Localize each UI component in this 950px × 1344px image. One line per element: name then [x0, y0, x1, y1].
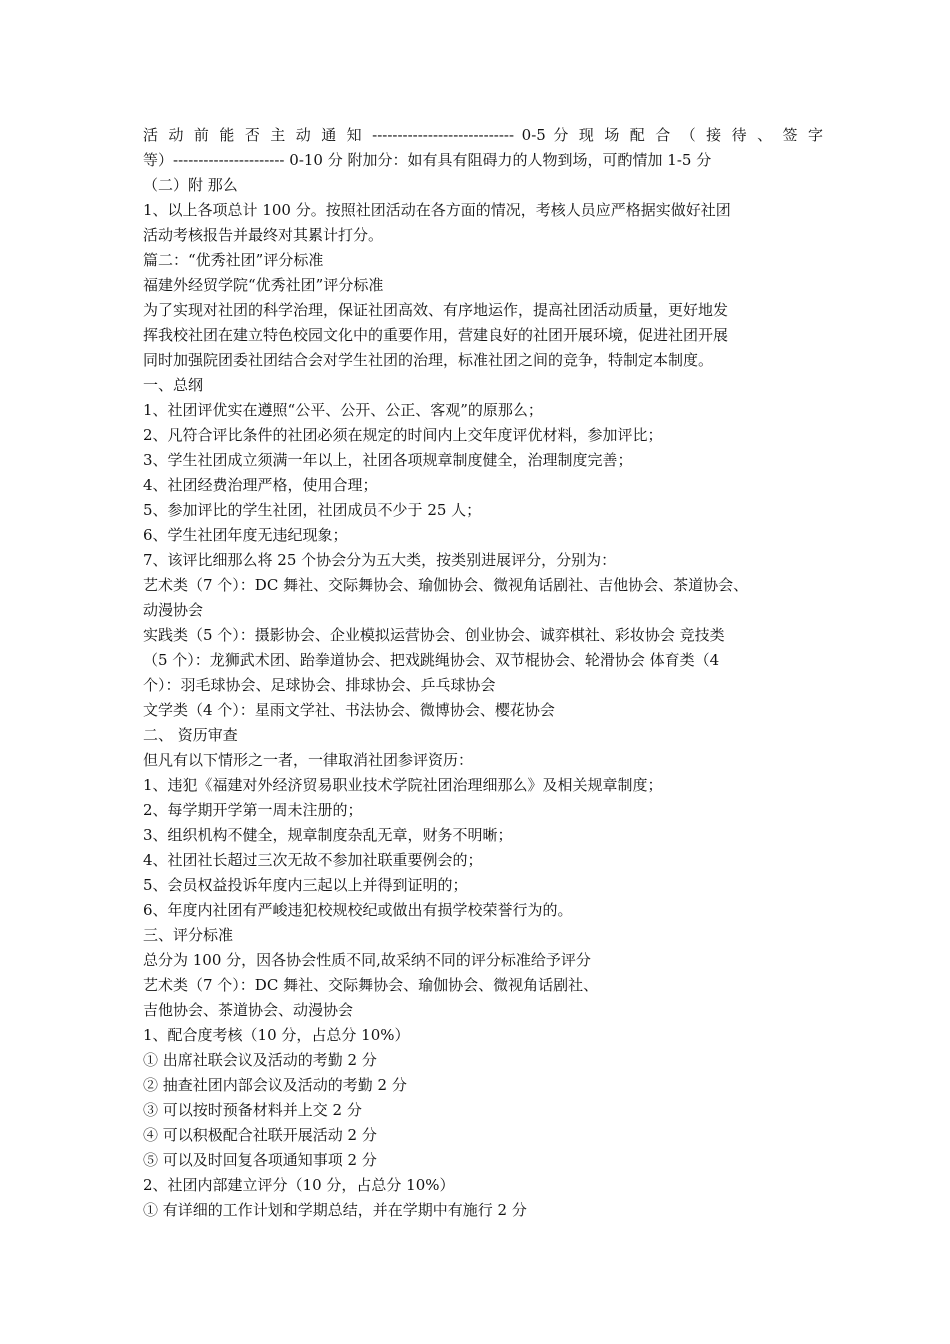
text-line: 等）---------------------- 0-10 分 附加分：如有具有阻碍力的人物到场，可酌情加 1-5 分	[143, 151, 712, 169]
list-item: 1、配合度考核（10 分，占总分 10%）	[143, 1026, 410, 1044]
text-line: （5 个）：龙狮武术团、跆拳道协会、把戏跳绳协会、双节棍协会、轮滑协会 体育类（4	[143, 651, 720, 669]
list-item: 2、社团内部建立评分（10 分，占总分 10%）	[143, 1176, 455, 1194]
list-item: ④ 可以积极配合社联开展活动 2 分	[143, 1126, 377, 1144]
text-line: 艺术类（7 个）：DC 舞社、交际舞协会、瑜伽协会、微视角话剧社、	[143, 976, 599, 994]
list-item: 6、年度内社团有严峻违犯校规校纪或做出有损学校荣誉行为的。	[143, 901, 573, 919]
section-heading: （二）附 那么	[143, 176, 238, 194]
text-line: 实践类（5 个）：摄影协会、企业模拟运营协会、创业协会、诚弈棋社、彩妆协会 竞技类	[143, 626, 725, 644]
text-line: 文学类（4 个）：星雨文学社、书法协会、微博协会、樱花协会	[143, 701, 555, 719]
text-line: 动漫协会	[143, 601, 204, 619]
text-line: 但凡有以下情形之一者，一律取消社团参评资历：	[143, 751, 474, 769]
text-line: 挥我校社团在建立特色校园文化中的重要作用，营建良好的社团开展环境，促进社团开展	[143, 326, 729, 344]
list-item: 3、组织机构不健全，规章制度杂乱无章，财务不明晰；	[143, 826, 513, 844]
document-body	[143, 123, 823, 1223]
list-item: ① 有详细的工作计划和学期总结，并在学期中有施行 2 分	[143, 1201, 527, 1219]
list-item: ③ 可以按时预备材料并上交 2 分	[143, 1101, 362, 1119]
list-item: 1、社团评优实在遵照“公平、公开、公正、客观”的原那么；	[143, 401, 543, 419]
list-item: 7、该评比细那么将 25 个协会分为五大类，按类别进展评分，分别为：	[143, 551, 617, 569]
list-item: 2、每学期开学第一周未注册的；	[143, 801, 363, 819]
list-item: ② 抽查社团内部会议及活动的考勤 2 分	[143, 1076, 407, 1094]
list-item: ⑤ 可以及时回复各项通知事项 2 分	[143, 1151, 377, 1169]
list-item: 5、参加评比的学生社团，社团成员不少于 25 人；	[143, 501, 482, 519]
list-item: 5、会员权益投诉年度内三起以上并得到证明的；	[143, 876, 468, 894]
list-item: 4、社团经费治理严格，使用合理；	[143, 476, 378, 494]
article-title: 篇二：“优秀社团”评分标准	[143, 251, 324, 269]
text-line: 个）：羽毛球协会、足球协会、排球协会、乒乓球协会	[143, 676, 496, 694]
text-line: 活动考核报告并最终对其累计打分。	[143, 226, 384, 244]
list-item: 3、学生社团成立须满一年以上，社团各项规章制度健全，治理制度完善；	[143, 451, 633, 469]
list-item: 4、社团社长超过三次无故不参加社联重要例会的；	[143, 851, 483, 869]
list-item: 6、学生社团年度无违纪现象；	[143, 526, 348, 544]
text-line: 同时加强院团委社团结合会对学生社团的治理，标准社团之间的竞争，特制定本制度。	[143, 351, 714, 369]
text-line: 活 动 前 能 否 主 动 通 知 ---------------------------- 0-5 分 现 场 配 合 （ 接 待 、 签 字	[143, 126, 823, 144]
text-line: 1、以上各项总计 100 分。按照社团活动在各方面的情况，考核人员应严格据实做好社团	[143, 201, 731, 219]
list-item: 2、凡符合评比条件的社团必须在规定的时间内上交年度评优材料，参加评比；	[143, 426, 663, 444]
section-heading: 二、 资历审查	[143, 726, 238, 744]
text-line: 吉他协会、茶道协会、动漫协会	[143, 1001, 354, 1019]
text-line: 艺术类（7 个）：DC 舞社、交际舞协会、瑜伽协会、微视角话剧社、吉他协会、茶道协会、	[143, 576, 749, 594]
section-heading: 一、总纲	[143, 376, 204, 394]
text-line: 为了实现对社团的科学治理，保证社团高效、有序地运作，提高社团活动质量，更好地发	[143, 301, 729, 319]
document-title: 福建外经贸学院“优秀社团”评分标准	[143, 276, 384, 294]
list-item: 1、违犯《福建对外经济贸易职业技术学院社团治理细那么》及相关规章制度；	[143, 776, 663, 794]
list-item: ① 出席社联会议及活动的考勤 2 分	[143, 1051, 377, 1069]
section-heading: 三、评分标准	[143, 926, 234, 944]
text-line: 总分为 100 分，因各协会性质不同,故采纳不同的评分标准给予评分	[143, 951, 591, 969]
